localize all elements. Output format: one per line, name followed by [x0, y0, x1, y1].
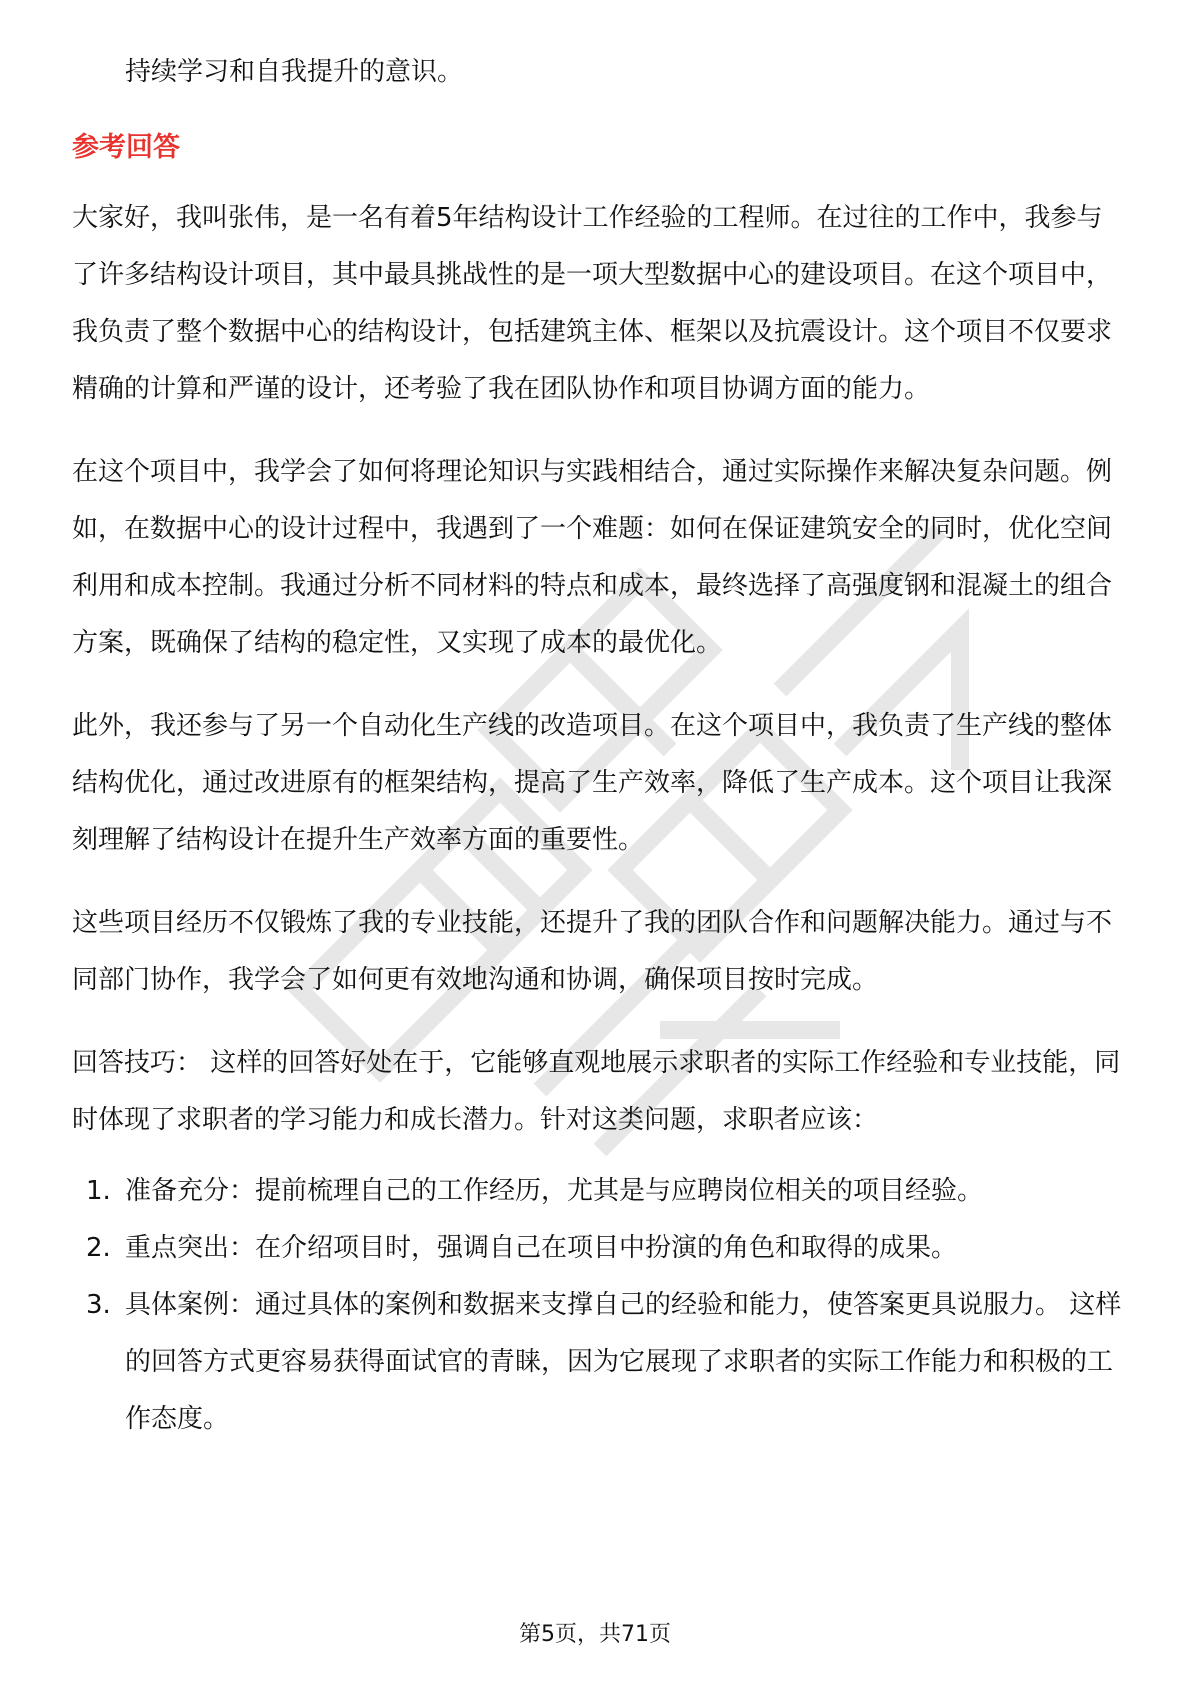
list-item-text: 准备充分：提前梳理自己的工作经历，尤其是与应聘岗位相关的项目经验。 [125, 1176, 984, 1206]
answer-paragraph-3: 此外，我还参与了另一个自动化生产线的改造项目。在这个项目中，我负责了生产线的整体结构优化，通过改进原有的框架结构，提高了生产效率，降低了生产成本。这个项目让我深刻理解了结构设计在提升生产效率方面的重要性。 [72, 711, 1113, 855]
document-body [72, 44, 1122, 1448]
answer-paragraph-2: 在这个项目中，我学会了如何将理论知识与实践相结合，通过实际操作来解决复杂问题。例如，在数据中心的设计过程中，我遇到了一个难题：如何在保证建筑安全的同时，优化空间利用和成本控制。我通过分析不同材料的特点和成本，最终选择了高强度钢和混凝土的组合方案，既确保了结构的稳定性，又实现了成本的最优化。 [72, 457, 1113, 658]
list-item [72, 1277, 1122, 1448]
list-item-number: 3. [86, 1290, 111, 1320]
section-heading: 参考回答 [72, 132, 180, 163]
list-item [72, 1163, 1122, 1220]
tip-list [72, 1163, 1122, 1448]
list-item-text: 重点突出：在介绍项目时，强调自己在项目中扮演的角色和取得的成果。 [125, 1233, 958, 1263]
tips-intro: 回答技巧： 这样的回答好处在于，它能够直观地展示求职者的实际工作经验和专业技能，同时体现了求职者的学习能力和成长潜力。针对这类问题，求职者应该： [72, 1048, 1121, 1135]
list-item-number: 1. [86, 1176, 111, 1206]
page-footer: 第5页，共71页 [519, 1622, 671, 1647]
intro-line: 持续学习和自我提升的意识。 [125, 57, 464, 87]
answer-paragraph-1: 大家好，我叫张伟，是一名有着5年结构设计工作经验的工程师。在过往的工作中，我参与了许多结构设计项目，其中最具挑战性的是一项大型数据中心的建设项目。在这个项目中，我负责了整个数据中心的结构设计，包括建筑主体、框架以及抗震设计。这个项目不仅要求精确的计算和严谨的设计，还考验了我在团队协作和项目协调方面的能力。 [72, 203, 1113, 404]
answer-paragraph-4: 这些项目经历不仅锻炼了我的专业技能，还提升了我的团队合作和问题解决能力。通过与不同部门协作，我学会了如何更有效地沟通和协调，确保项目按时完成。 [72, 908, 1113, 995]
list-item-number: 2. [86, 1233, 111, 1263]
list-item [72, 1220, 1122, 1277]
list-item-text: 具体案例：通过具体的案例和数据来支撑自己的经验和能力，使答案更具说服力。 这样的回答方式更容易获得面试官的青睐，因为它展现了求职者的实际工作能力和积极的工作态度。 [125, 1290, 1122, 1434]
